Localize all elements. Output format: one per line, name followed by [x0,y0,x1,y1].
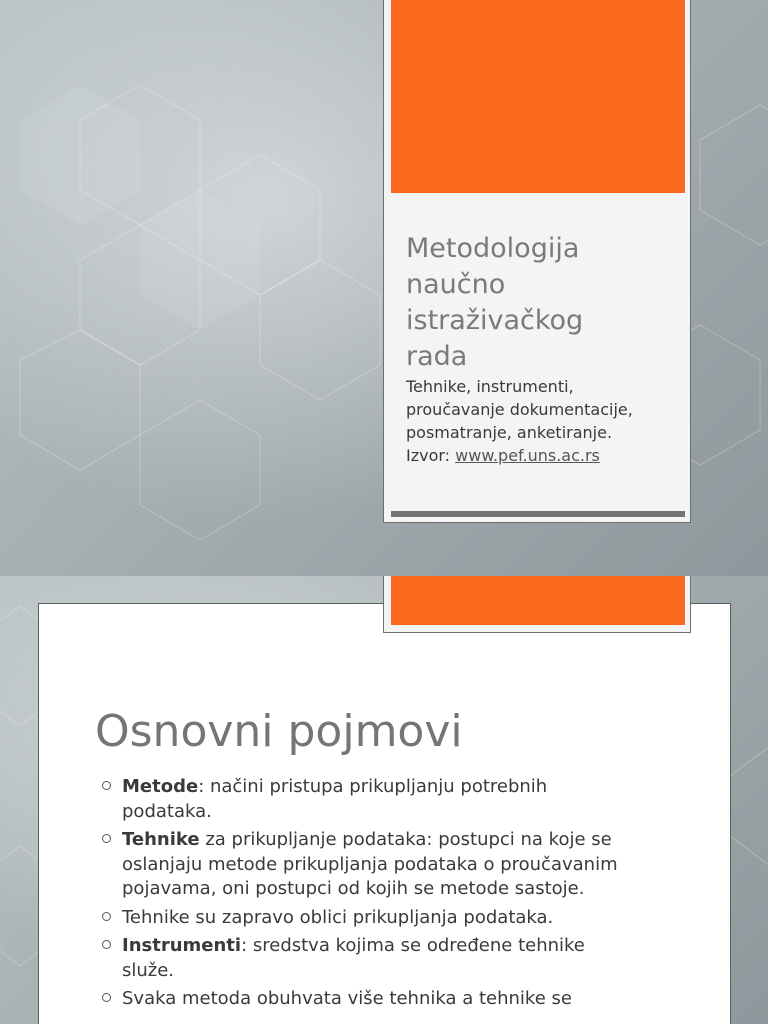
bullet-text: Svaka metoda obuhvata više tehnika a tehnike se [122,988,572,1009]
title-line: naučno [406,269,506,300]
bullet-list [100,775,640,1016]
content-slide [0,576,768,1024]
title-line: rada [406,341,468,372]
title-line: Metodologija [406,233,580,264]
slide-heading: Osnovni pojmovi [95,706,463,757]
bottom-bar [391,511,685,517]
bullet-term: Instrumenti [122,935,242,956]
title-line: istraživačkog [406,305,584,336]
list-item [100,775,640,824]
subtitle-line: proučavanje dokumentacije, [406,400,633,419]
title-card [383,0,691,523]
bullet-term: Metode [122,776,199,797]
subtitle-line: Tehnike, instrumenti, [406,377,574,396]
bullet-text: za prikupljanje podataka: postupci na koje se oslanjaju metode prikupljanja podataka o proučavanim pojavama, oni postupci od kojih se metode sastoje. [122,829,618,899]
list-item [100,934,640,983]
source-link[interactable]: www.pef.uns.ac.rs [455,446,600,465]
accent-block [391,576,685,625]
list-item [100,828,640,902]
accent-card [383,576,691,633]
list-item [100,906,640,931]
slide-subtitle [406,375,688,444]
source-line [406,444,688,467]
subtitle-line: posmatranje, anketiranje. [406,423,613,442]
bullet-term: Tehnike [122,829,200,850]
list-item [100,987,640,1012]
source-label: Izvor: [406,446,456,465]
slide-title [406,231,676,375]
bullet-text: : sredstva kojima se određene tehnike služe. [122,935,585,981]
accent-block [391,0,685,193]
bullet-text: Tehnike su zapravo oblici prikupljanja podataka. [122,906,554,928]
bullet-text: : načini pristupa prikupljanju potrebnih podataka. [122,776,548,822]
